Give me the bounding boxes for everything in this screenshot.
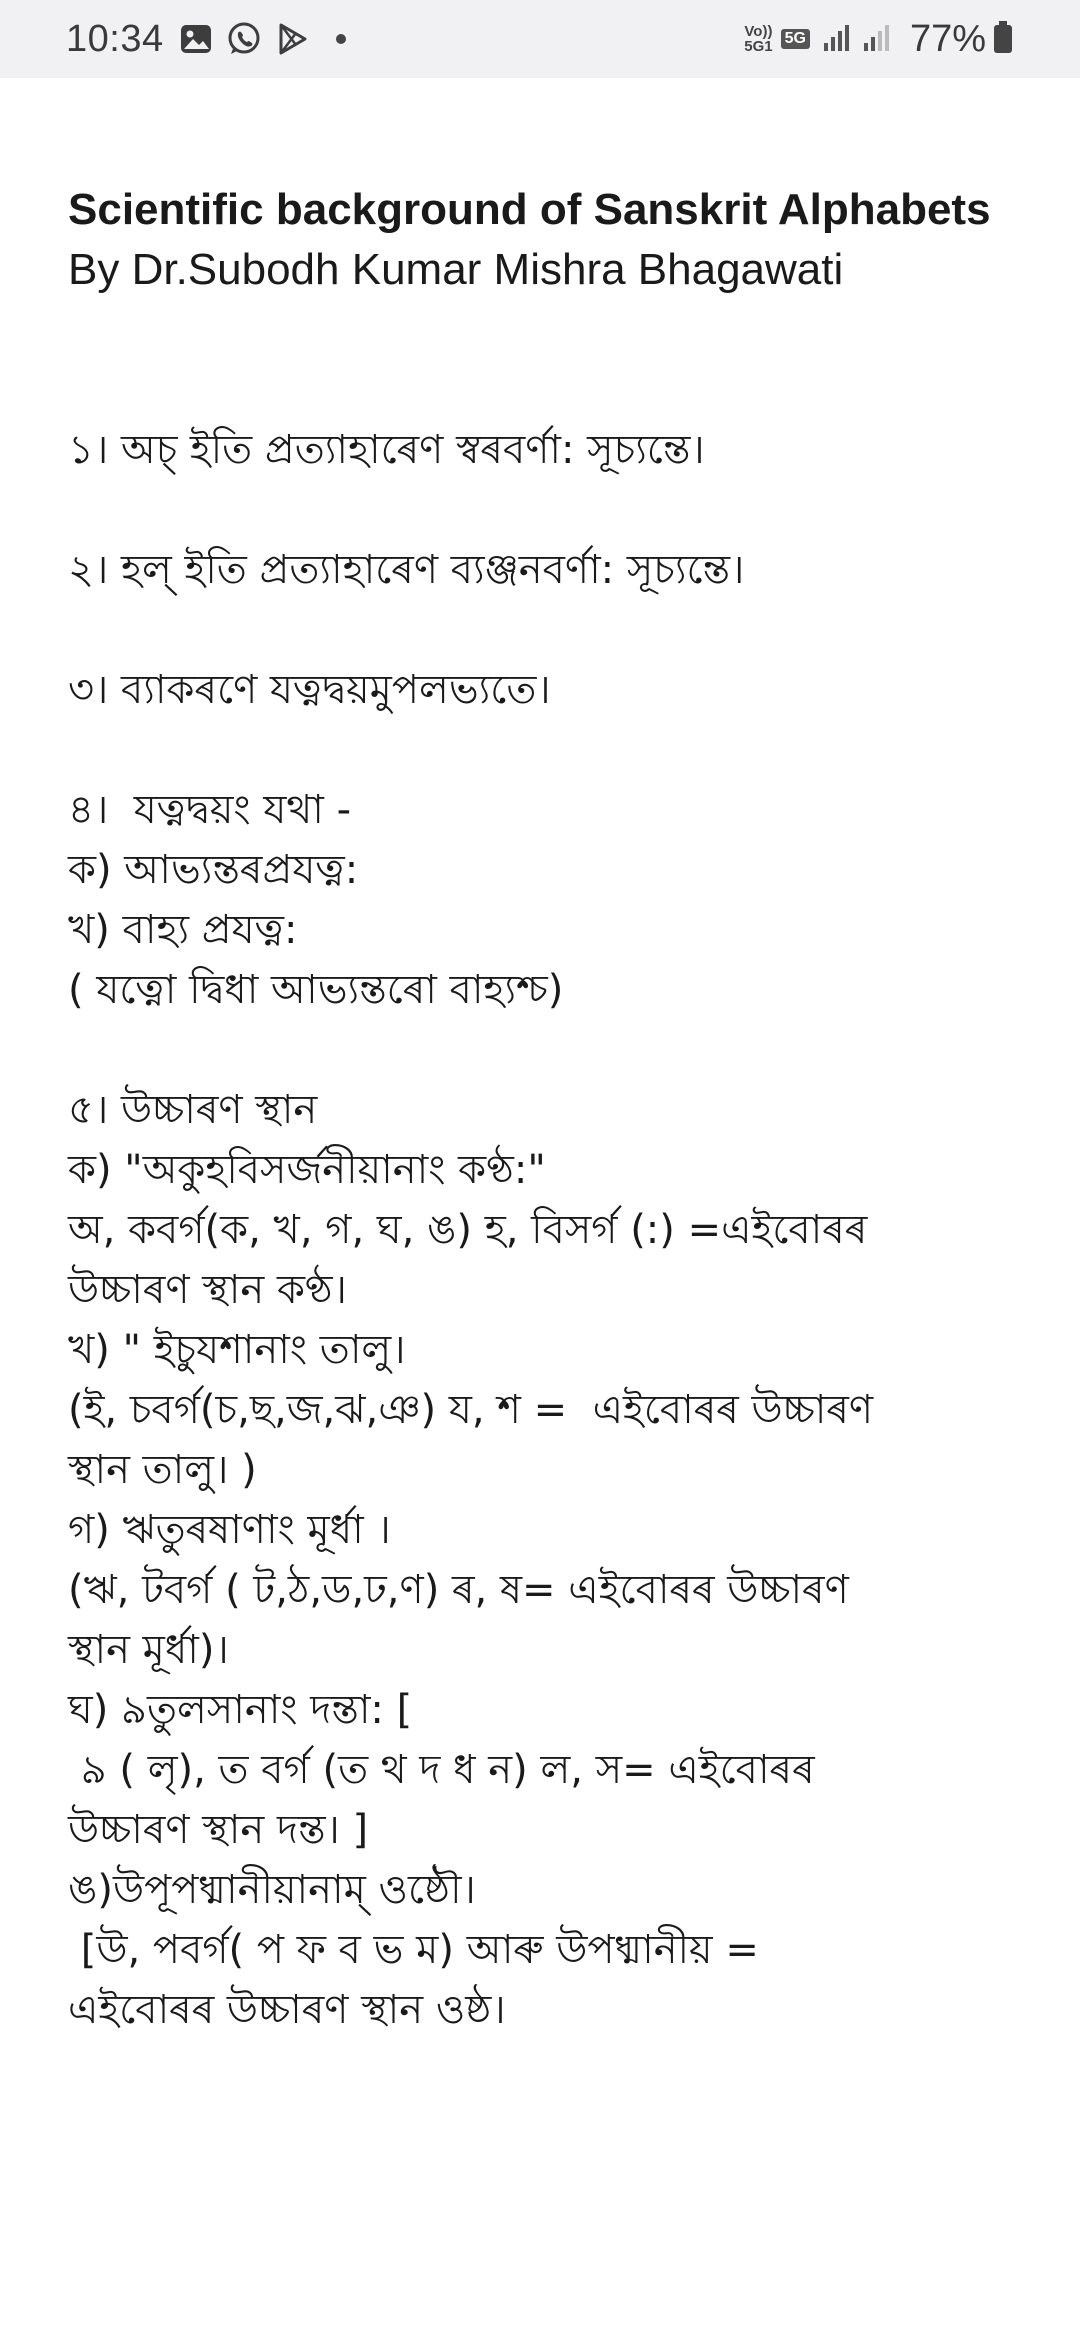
battery-icon bbox=[992, 20, 1014, 58]
text-line: ২। হল্ ইতি প্ৰত্যাহাৰেণ ব্যঞ্জনবৰ্ণা: সূচ্যন্তে। bbox=[68, 547, 745, 593]
text-line: খ) বাহ্য প্ৰযত্ন: bbox=[68, 907, 298, 953]
sim-label: 5G1 bbox=[744, 38, 773, 55]
signal-strength-icon bbox=[822, 21, 854, 57]
text-line: [উ, পবৰ্গ( প ফ ব ভ ম) আৰু উপধ্মানীয় = bbox=[68, 1927, 759, 1973]
document-content bbox=[68, 180, 1018, 2040]
network-type-badge: 5G bbox=[781, 29, 810, 49]
text-line: (ই, চবৰ্গ(চ,ছ,জ,ঝ,ঞ) য, শ = এইবোৰৰ উচ্চাৰণ bbox=[68, 1387, 874, 1433]
text-line: উচ্চাৰণ স্থান দন্ত। ] bbox=[68, 1807, 369, 1853]
battery-percent: 77% bbox=[909, 17, 986, 60]
text-line: ৪। যত্নদ্বয়ং যথা - bbox=[68, 787, 352, 833]
text-line: উচ্চাৰণ স্থান কণ্ঠ। bbox=[68, 1267, 347, 1313]
text-line: ক) আভ্যন্তৰপ্ৰযত্ন: bbox=[68, 847, 359, 893]
document-author: By Dr.Subodh Kumar Mishra Bhagawati bbox=[68, 245, 844, 294]
text-line: অ, কবৰ্গ(ক, খ, গ, ঘ, ঙ) হ, বিসৰ্গ (:) =এইবোৰৰ bbox=[68, 1207, 868, 1253]
blank-line bbox=[68, 600, 1018, 660]
blank-line bbox=[68, 480, 1018, 540]
text-line: ঙ)উপূপধ্মানীয়ানাম্ ওষ্ঠৌ। bbox=[68, 1867, 476, 1913]
blank-line bbox=[68, 1020, 1018, 1080]
text-line: এইবোৰৰ উচ্চাৰণ স্থান ওষ্ঠ। bbox=[68, 1987, 506, 2033]
text-line: ( যত্নো দ্বিধা আভ্যন্তৰো বাহ্যশ্চ) bbox=[68, 967, 564, 1013]
signal-strength-sim2-icon bbox=[862, 21, 894, 57]
text-line: ৩। ব্যাকৰণে যত্নদ্বয়মুপলভ্যতে। bbox=[68, 667, 551, 713]
status-bar bbox=[0, 0, 1080, 78]
text-line: স্থান মূৰ্ধা)। bbox=[68, 1627, 229, 1673]
text-line: স্থান তালু। ) bbox=[68, 1447, 257, 1493]
volte-indicator bbox=[744, 24, 772, 54]
text-line: ক) "অকুহবিসৰ্জনীয়ানাং কণ্ঠ:" bbox=[68, 1147, 546, 1193]
text-line: ঘ) ৯তুলসানাং দন্তা: [ bbox=[68, 1687, 413, 1733]
status-bar-left bbox=[66, 18, 346, 61]
text-line: ১। অচ্ ইতি প্ৰত্যাহাৰেণ স্বৰবৰ্ণা: সূচ্যন্তে। bbox=[68, 427, 705, 473]
more-notifications-dot-icon bbox=[336, 34, 346, 44]
text-line: খ) " ইচুযশানাং তালু। bbox=[68, 1327, 406, 1373]
status-bar-right bbox=[744, 18, 1014, 61]
gallery-icon bbox=[178, 21, 214, 57]
text-line: ৯ ( লৃ), ত বৰ্গ (ত থ দ ধ ন) ল, স= এইবোৰৰ bbox=[68, 1747, 815, 1793]
document-body bbox=[68, 420, 1018, 2040]
document-title: Scientific background of Sanskrit Alphabets bbox=[68, 185, 991, 234]
play-store-icon bbox=[274, 21, 310, 57]
whatsapp-icon bbox=[226, 21, 262, 57]
status-time: 10:34 bbox=[66, 17, 164, 60]
text-line: ৫। উচ্চাৰণ স্থান bbox=[68, 1087, 318, 1133]
volte-label: Vo)) bbox=[744, 23, 773, 40]
text-line: (ঋ, টবৰ্গ ( ট,ঠ,ড,ঢ,ণ) ৰ, ষ= এইবোৰৰ উচ্চাৰণ bbox=[68, 1567, 849, 1613]
blank-line bbox=[68, 720, 1018, 780]
text-line: গ) ঋতুৰষাণাং মূৰ্ধা । bbox=[68, 1507, 391, 1553]
